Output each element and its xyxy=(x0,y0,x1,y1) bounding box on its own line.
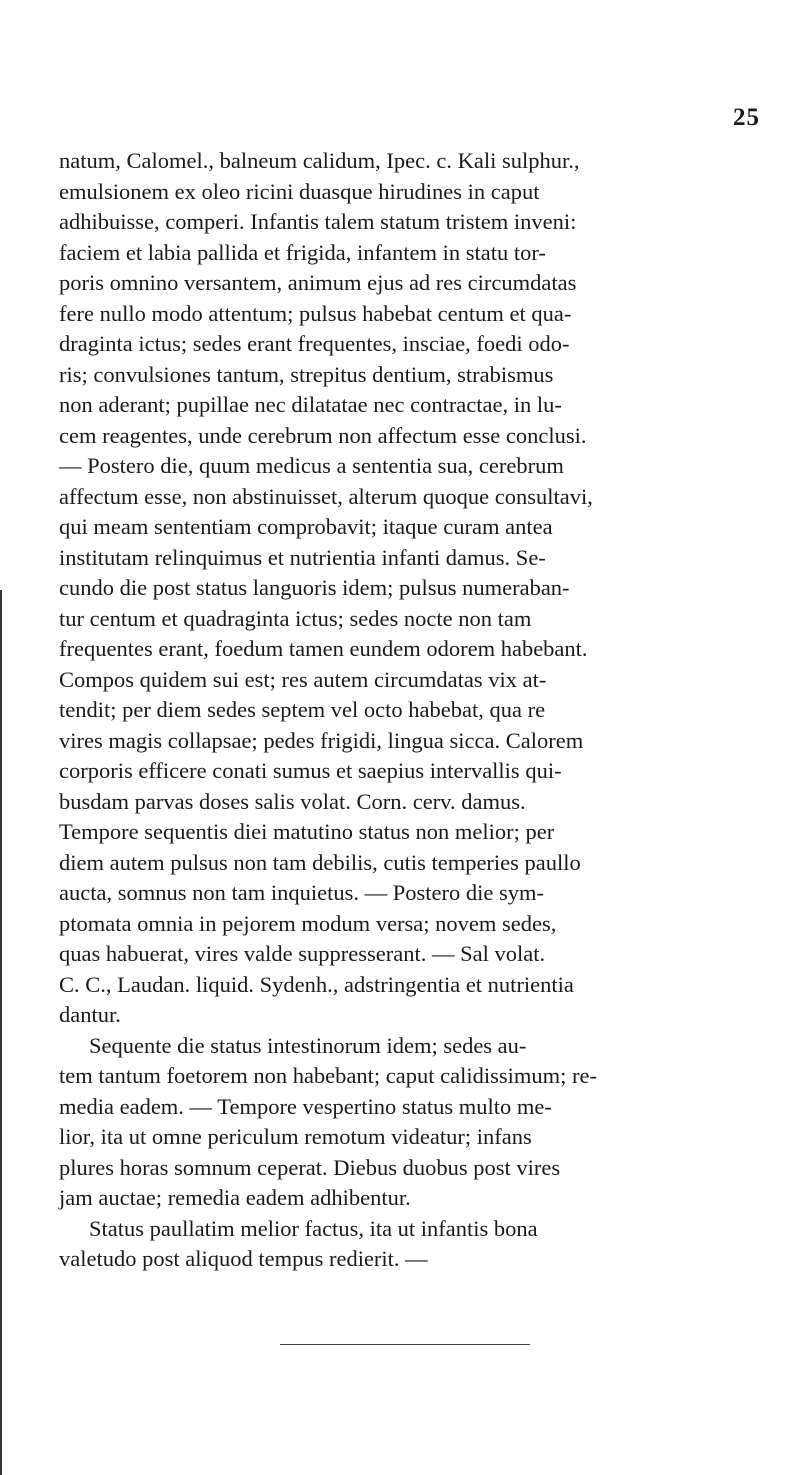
text-line: qui meam sententiam comprobavit; itaque curam antea xyxy=(59,514,553,539)
text-line: tur centum et quadraginta ictus; sedes nocte non tam xyxy=(59,605,532,631)
text-line: fere nullo modo attentum; pulsus habebat centum et qua- xyxy=(59,300,572,326)
page-number: 25 xyxy=(733,104,760,131)
page-edge-shadow xyxy=(0,590,2,1475)
text-line: — Postero die, quum medicus a sententia sua, cerebrum xyxy=(59,453,564,478)
text-line: draginta ictus; sedes erant frequentes, insciae, foedi odo- xyxy=(59,331,570,356)
text-line: vires magis collapsae; pedes frigidi, lingua sicca. Calorem xyxy=(59,727,584,753)
text-line: adhibuisse, comperi. Infantis talem statum tristem inveni: xyxy=(59,209,577,234)
text-line: quas habuerat, vires valde suppresserant. — Sal volat. xyxy=(59,941,546,966)
text-line: Compos quidem sui est; res autem circumdatas vix at- xyxy=(59,666,547,692)
text-line: diem autem pulsus non tam debilis, cutis temperies paullo xyxy=(59,849,581,875)
text-line: media eadem. — Tempore vespertino status multo me- xyxy=(59,1093,552,1119)
text-line: ptomata omnia in pejorem modum versa; novem sedes, xyxy=(59,910,557,936)
text-line: valetudo post aliquod tempus redierit. — xyxy=(59,1246,428,1271)
text-line: tem tantum foetorem non habebant; caput calidissimum; re- xyxy=(59,1063,597,1088)
text-line: dantur. xyxy=(59,1002,121,1027)
text-line: faciem et labia pallida et frigida, infantem in statu tor- xyxy=(59,239,546,265)
text-line: Status paullatim melior factus, ita ut infantis bona xyxy=(89,1215,538,1241)
text-line: plures horas somnum ceperat. Diebus duobus post vires xyxy=(59,1154,561,1180)
text-line: C. C., Laudan. liquid. Sydenh., adstringentia et nutrientia xyxy=(59,971,574,997)
text-line: Sequente die status intestinorum idem; sedes au- xyxy=(89,1032,527,1058)
text-line: affectum esse, non abstinuisset, alterum quoque consultavi, xyxy=(59,483,593,509)
text-line: cem reagentes, unde cerebrum non affectum esse conclusi. xyxy=(59,422,587,448)
text-line: Tempore sequentis diei matutino status non melior; per xyxy=(59,819,555,844)
text-line: corporis efficere conati sumus et saepius intervallis qui- xyxy=(59,758,562,783)
text-line: tendit; per diem sedes septem vel octo habebat, qua re xyxy=(59,697,546,722)
text-line: non aderant; pupillae nec dilatatae nec contractae, in lu- xyxy=(59,392,562,417)
text-line: frequentes erant, foedum tamen eundem odorem habebant. xyxy=(59,636,588,661)
text-line: institutam relinquimus et nutrientia infanti damus. Se- xyxy=(59,544,546,570)
text-line: busdam parvas doses salis volat. Corn. cerv. damus. xyxy=(59,788,526,814)
text-line: jam auctae; remedia eadem adhibentur. xyxy=(59,1185,411,1210)
divider-rule xyxy=(280,1344,530,1345)
text-line: cundo die post status languoris idem; pulsus numeraban- xyxy=(59,575,570,600)
text-line: ris; convulsiones tantum, strepitus dentium, strabismus xyxy=(59,361,554,387)
text-line: poris omnino versantem, animum ejus ad res circumdatas xyxy=(59,270,577,295)
text-line: emulsionem ex oleo ricini duasque hirudines in caput xyxy=(59,178,540,204)
text-line: aucta, somnus non tam inquietus. — Postero die sym- xyxy=(59,880,544,905)
text-line: lior, ita ut omne periculum remotum videatur; infans xyxy=(59,1124,532,1149)
text-line: natum, Calomel., balneum calidum, Ipec. c. Kali sulphur., xyxy=(59,148,580,173)
